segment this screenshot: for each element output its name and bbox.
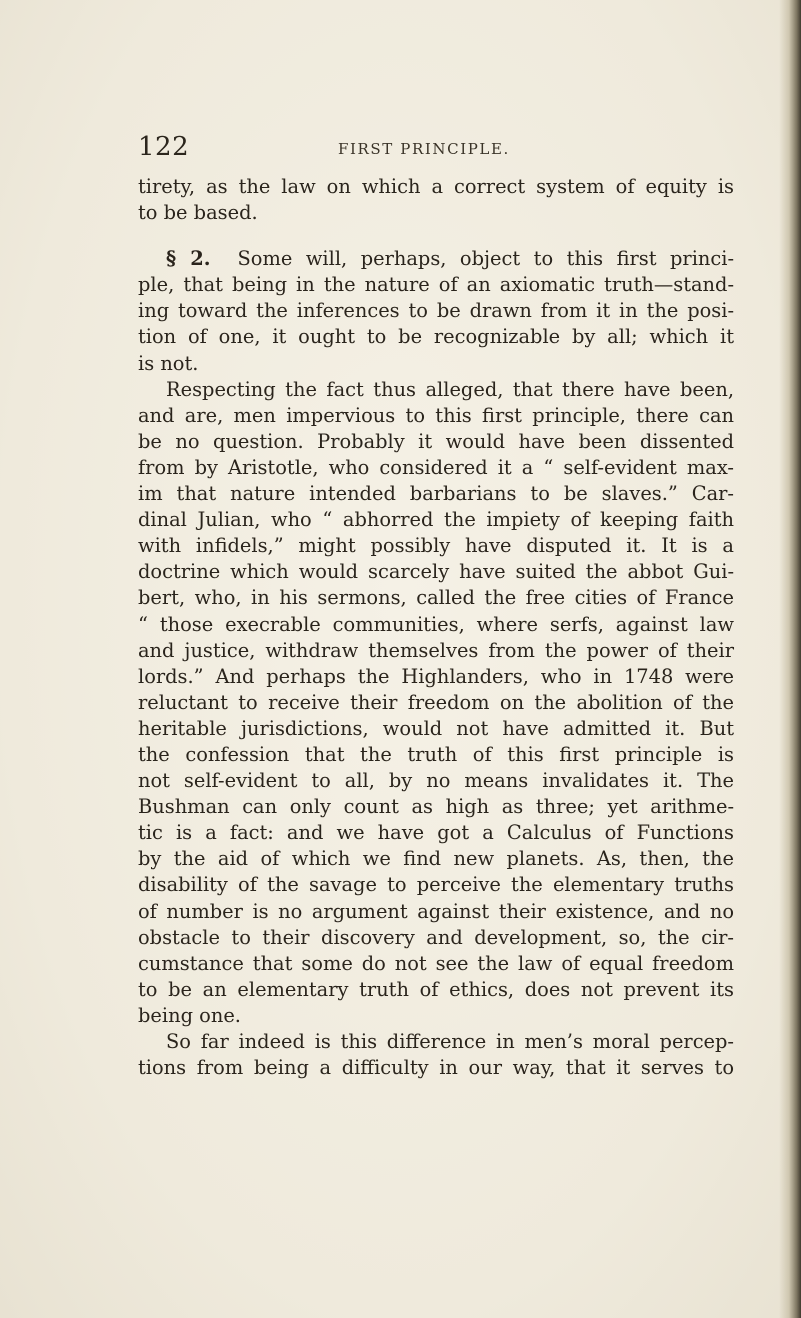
text-line: lords.” And perhaps the Highlanders, who in 1748 were — [138, 664, 734, 688]
paragraph — [138, 1029, 734, 1081]
text-line: Respecting the fact thus alleged, that there have been, — [166, 377, 734, 401]
text-line: and are, men impervious to this first principle, there can — [138, 403, 734, 427]
text-line: being one. — [138, 1003, 241, 1027]
text-line: tions from being a difficulty in our way, that it serves to — [138, 1056, 734, 1080]
text-line: to be based. — [138, 201, 258, 225]
paragraph — [138, 174, 734, 226]
text-line: dinal Julian, who “ abhorred the impiety of keeping faith — [138, 508, 734, 532]
page-edge-shadow — [779, 0, 801, 1318]
text-line: of number is no argument against their existence, and no — [138, 899, 734, 923]
text-line: and justice, withdraw themselves from the power of their — [138, 638, 734, 662]
text-line: with infidels,” might possibly have disputed it. It is a — [138, 534, 734, 558]
text-line: tion of one, it ought to be recognizable by all; which it — [138, 325, 734, 349]
text-line: ple, that being in the nature of an axiomatic truth—stand- — [138, 273, 734, 297]
text-line: by the aid of which we find new planets. As, then, the — [138, 847, 734, 871]
text-line: is not. — [138, 351, 199, 375]
text-line: to be an elementary truth of ethics, does not prevent its — [138, 977, 734, 1001]
text-line: heritable jurisdictions, would not have admitted it. But — [138, 716, 734, 740]
text-line: disability of the savage to perceive the elementary truths — [138, 873, 734, 897]
running-title: FIRST PRINCIPLE. — [338, 140, 510, 158]
body-text — [138, 174, 734, 1081]
text-line: Bushman can only count as high as three; yet arithme- — [138, 795, 734, 819]
text-line: doctrine which would scarcely have suited the abbot Gui- — [138, 560, 734, 584]
text-line: im that nature intended barbarians to be slaves.” Car- — [138, 482, 734, 506]
section-paragraph — [138, 246, 734, 376]
text-line: “ those execrable communities, where serfs, against law — [138, 612, 734, 636]
section-mark: § 2. — [166, 247, 211, 271]
paragraph-gap — [138, 226, 734, 246]
text-line: reluctant to receive their freedom on the abolition of the — [138, 690, 734, 714]
text-line: from by Aristotle, who considered it a “ self-evident max- — [138, 455, 734, 479]
page-number: 122 — [138, 132, 190, 162]
text-line: the confession that the truth of this first principle is — [138, 742, 734, 766]
running-head — [138, 132, 698, 166]
text-line — [138, 246, 734, 272]
text-line: So far indeed is this difference in men’s moral percep- — [166, 1030, 734, 1053]
text-line: ing toward the inferences to be drawn from it in the posi- — [138, 299, 734, 323]
text-line: tirety, as the law on which a correct system of equity is — [138, 175, 734, 198]
paragraph — [138, 377, 734, 1029]
section-first-line: Some will, perhaps, object to this first princi- — [237, 247, 735, 271]
text-line: tic is a fact: and we have got a Calculus of Functions — [138, 821, 734, 845]
text-line: be no question. Probably it would have been dissented — [138, 429, 734, 453]
text-line: not self-evident to all, by no means invalidates it. The — [138, 769, 734, 793]
text-line: bert, who, in his sermons, called the free cities of France — [138, 586, 734, 610]
text-line: cumstance that some do not see the law of equal freedom — [138, 951, 734, 975]
text-line: obstacle to their discovery and development, so, the cir- — [138, 925, 734, 949]
